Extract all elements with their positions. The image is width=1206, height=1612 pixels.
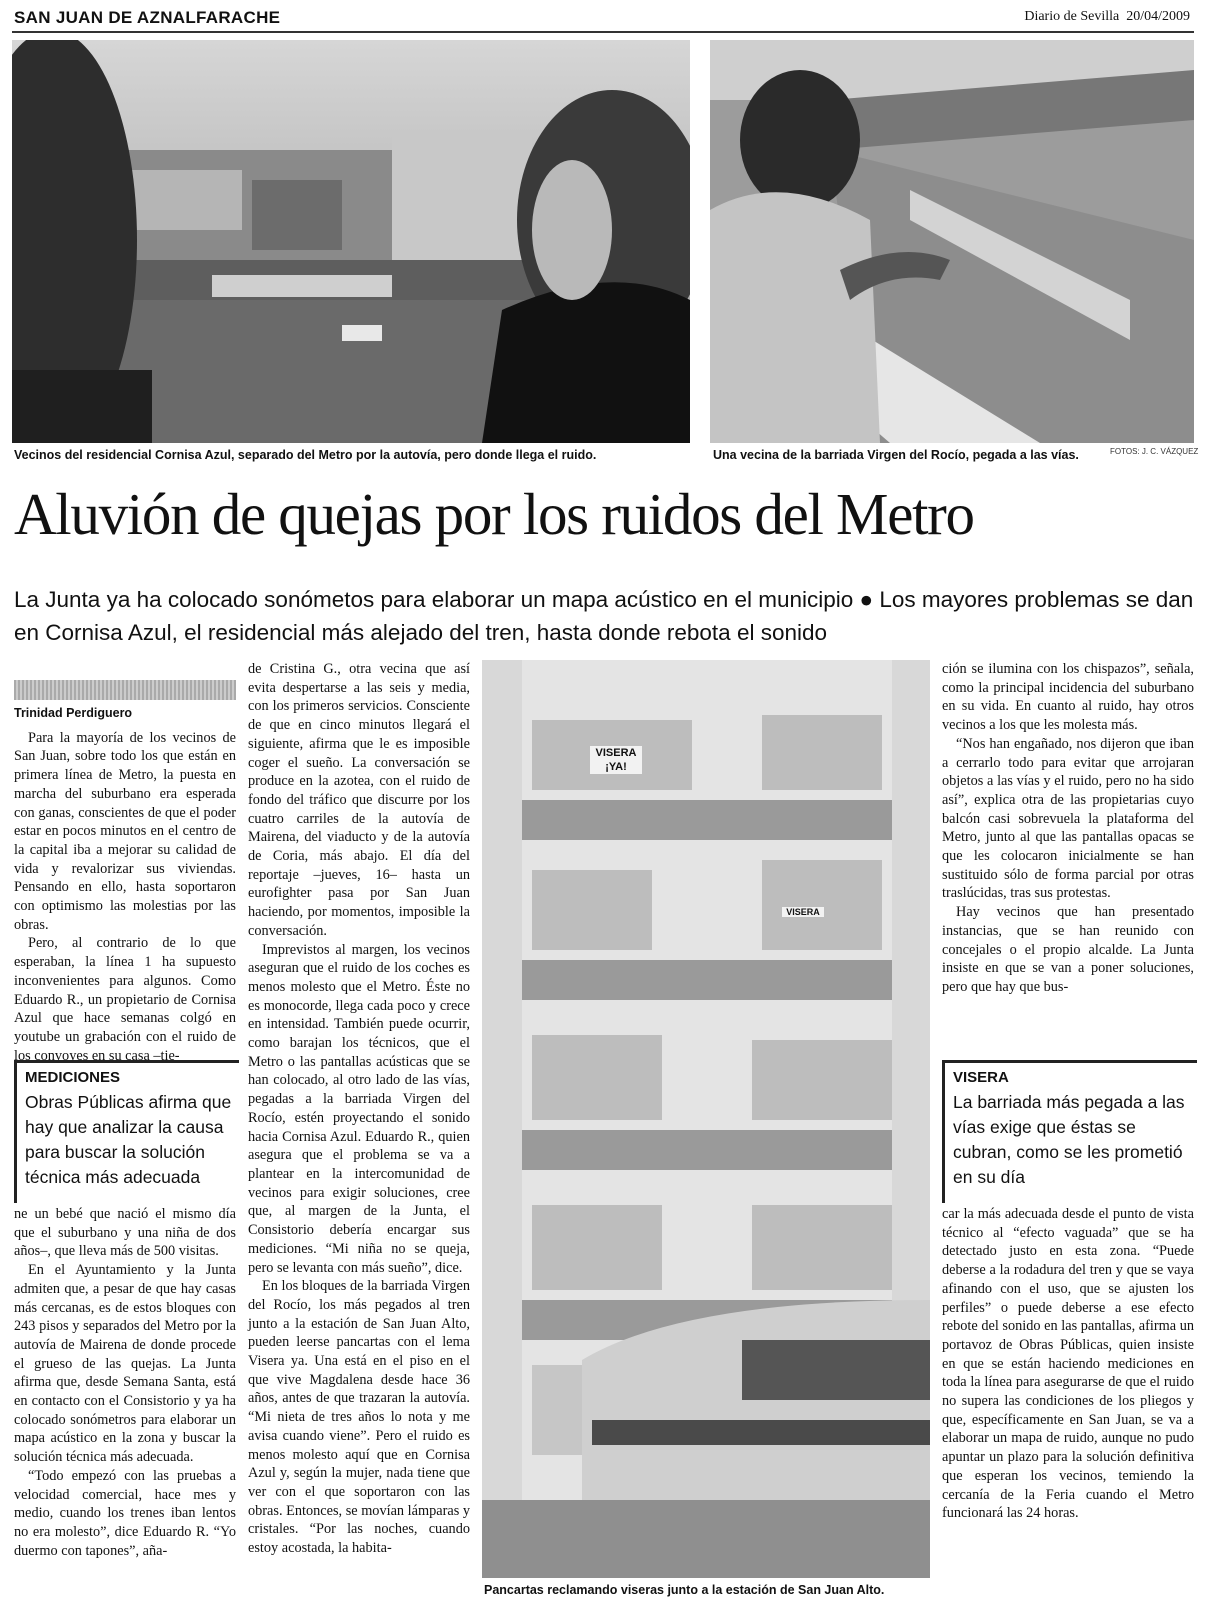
sidebar-box-visera xyxy=(942,1060,1197,1203)
article-column-2 xyxy=(248,660,470,1558)
article-column-4-continued xyxy=(942,1205,1194,1523)
photo-virgen-del-rocio-image xyxy=(710,40,1194,443)
section-title: SAN JUAN DE AZNALFARACHE xyxy=(14,8,281,27)
publication-name: Diario de Sevilla xyxy=(1024,9,1120,24)
banner-visera: VISERA xyxy=(782,907,824,917)
paragraph: En el Ayuntamiento y la Junta admiten que, a pesar de que hay casas más cercanas, es de estos bloques con 243 pisos y separados del Metro por la autovía de Mairena de donde procede el grueso de las quejas. La Junta afirma que, desde Semana Santa, está en contacto con el Consistorio y ya ha colocado sonómetros para elaborar un mapa acústico en la zona y buscar la solución técnica más adecuada. xyxy=(14,1262,236,1466)
paragraph: car la más adecuada desde el punto de vista técnico al “efecto vaguada” que se ha detectado justo en esta zona. “Puede deberse a la rodadura del tren y que se vaya afinando con el uso, que se ajusten los perfiles” o puede deberse a ese efecto rebote del sonido en las pantallas, afirma un portavoz de Obras Públicas, quien insiste en que se están haciendo mediciones en toda la línea para asegurarse de que el ruido no supera las condiciones de los pliegos y que, específicamente en San Juan, se va a elaborar un mapa de ruido, aunque no pudo apuntar un plazo para la solución definitiva que esperan los vecinos, temiendo la cercanía de la Feria cuando el Metro funcionará las 24 horas. xyxy=(942,1206,1194,1522)
box-text: La barriada más pegada a las vías exige que éstas se cubran, como se les prometió en su día xyxy=(953,1092,1185,1187)
paragraph: de Cristina G., otra vecina que así evita despertarse a las seis y media, con los primeros servicios. Consciente de que en cinco minutos llegará el siguiente, afirma que le es imposible coger el sueño. La conversación se produce en la azotea, con el ruido de fondo del tráfico que discurre por los cuatro carriles de la autovía de Mairena, del viaducto y de la autovía de Coria, más abajo. El día del reportaje –jueves, 16– hasta un eurofighter pasa por San Juan haciendo, por momentos, imposible la conversación. xyxy=(248,661,470,939)
paragraph: Hay vecinos que han presentado instancias, que se han reunido con concejales o el propio alcalde. La Junta insiste en que se van a poner soluciones, pero que hay que bus- xyxy=(942,904,1194,995)
headline: Aluvión de quejas por los ruidos del Metro xyxy=(14,481,974,547)
photo-cornisa-azul xyxy=(12,40,690,443)
photo-credit: FOTOS: J. C. VÁZQUEZ xyxy=(1110,447,1199,456)
photo-cornisa-azul-image xyxy=(12,40,690,443)
article-column-4 xyxy=(942,660,1194,997)
paragraph: Para la mayoría de los vecinos de San Juan, sobre todo los que están en primera línea de Metro, la puesta en marcha del suburbano era esperada con ganas, conscientes de que el poder estar en pocos minutos en el centro de la capital iba a mejorar su calidad de vida y revalorizar sus viviendas. Pensando en ello, hasta soportaron con optimismo las molestias por las obras. xyxy=(14,729,236,933)
box-kicker: VISERA xyxy=(953,1069,1009,1086)
paragraph: ne un bebé que nació el mismo día que el suburbano y una niña de dos años–, que lleva más de 500 visitas. xyxy=(14,1206,236,1260)
photo-pancartas-san-juan-alto xyxy=(482,660,930,1578)
caption-right-photo: Una vecina de la barriada Virgen del Rocío, pegada a las vías. xyxy=(713,448,1079,462)
article-column-1-continued xyxy=(14,1205,236,1560)
header-rule xyxy=(12,31,1194,33)
paragraph: Imprevistos al margen, los vecinos aseguran que el ruido de los coches es menos molesto que el Metro. Éste no es monocorde, llega cada poco y crece en intensidad. También puede ocurrir, como barajan los técnicos, que el Metro o las pantallas acústicas que se han colocado, al otro lado de las vías, pegadas a la barriada Virgen del Rocío, estén proyectando el sonido hacia Cornisa Azul. Eduardo R., quien asegura que el problema se va a plantear en la intercomunidad de vecinos para exigir soluciones, cree que, al margen de la Junta, el Consistorio debería encargar sus mediciones. “Mi niña no se queja, pero se levanta con más sueño”, dice. xyxy=(248,941,470,1276)
publication-date xyxy=(1024,9,1190,25)
paragraph: “Todo empezó con las pruebas a velocidad comercial, hace mes y medio, cuando los trenes iban lentos no era molesto”, dice Eduardo R. “Yo duermo con tapones”, aña- xyxy=(14,1467,236,1559)
byline: Trinidad Perdiguero xyxy=(14,706,133,720)
photo-pancartas-image xyxy=(482,660,930,1578)
article-column-1 xyxy=(14,680,236,1065)
subheadline: La Junta ya ha colocado sonómetos para elaborar un mapa acústico en el municipio ● Los mayores problemas se dan en Cornisa Azul, el residencial más alejado del tren, hasta donde rebota el sonido xyxy=(14,587,1194,645)
column-top-band xyxy=(14,680,236,700)
caption-left-photo: Vecinos del residencial Cornisa Azul, separado del Metro por la autovía, pero donde llega el ruido. xyxy=(14,448,597,462)
box-kicker: MEDICIONES xyxy=(25,1069,121,1086)
paragraph: En los bloques de la barriada Virgen del Rocío, los más pegados al tren junto a la estación de San Juan Alto, pueden leerse pancartas con el lema Visera ya. Una está en el piso en el que vive Magdalena desde hace 36 años, antes de que trazaran la autovía. “Mi nieta de tres años lo nota y me avisa cuando viene”. Pero el ruido es menos molesto aquí que en Cornisa Azul y, según la mujer, nada tiene que ver con el que soportaron con las obras. Entonces, se movían lámparas y cristales. “Por las noches, cuando estoy acostada, la habita- xyxy=(248,1278,470,1557)
photo-virgen-del-rocio xyxy=(710,40,1194,443)
banner-visera-ya: VISERA ¡YA! xyxy=(590,746,642,774)
paragraph: “Nos han engañado, nos dijeron que iban a cerrarlo todo para evitar que arrojaran objetos a las vías y el ruido, pero no ha sido así”, explica otra de las propietarias cuyo balcón casi sobrevuela la plataforma del Metro, junto al que las pantallas opacas se que les colocaron inicialmente se han sustituido sólo de forma parcial por otras traslúcidas, tras sus protestas. xyxy=(942,735,1194,902)
box-text: Obras Públicas afirma que hay que analizar la causa para buscar la solución técnica más adecuada xyxy=(25,1092,232,1187)
caption-center-photo: Pancartas reclamando viseras junto a la estación de San Juan Alto. xyxy=(484,1583,885,1597)
paragraph: Pero, al contrario de lo que esperaban, la línea 1 ha supuesto inconvenientes para algunos. Como Eduardo R., un propietario de Cornisa Azul que hace semanas colgó en youtube un grabación con el ruido de los convoyes en su casa –tie- xyxy=(14,935,236,1064)
sidebar-box-mediciones xyxy=(14,1060,239,1203)
paragraph: ción se ilumina con los chispazos”, señala, como la principal incidencia del suburbano en su vida. En cuanto al ruido, hay otros vecinos a los que les molesta más. xyxy=(942,661,1194,734)
issue-date: 20/04/2009 xyxy=(1126,9,1190,24)
